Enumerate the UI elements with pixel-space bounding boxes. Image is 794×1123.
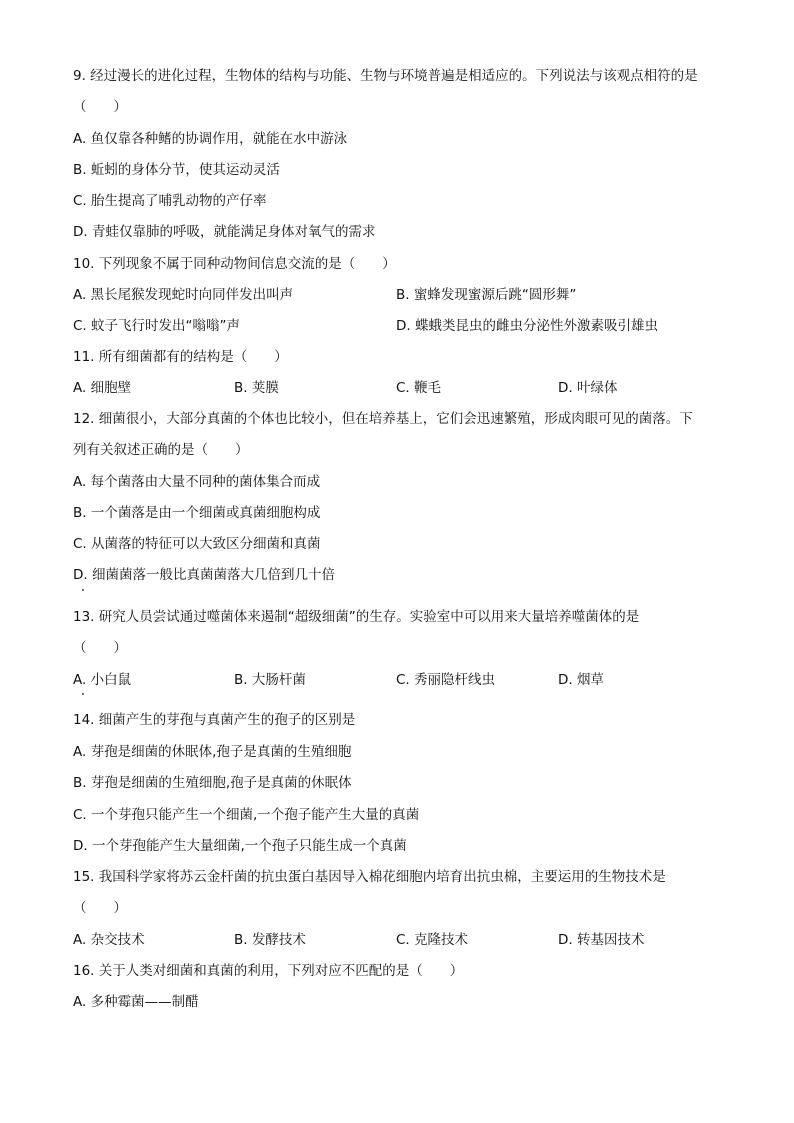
option-a: A. 鱼仅靠各种鳍的协调作用，就能在水中游泳	[73, 131, 348, 147]
question-stem: 15. 我国科学家将苏云金杆菌的抗虫蛋白基因导入棉花细胞内培育出抗虫棉，主要运用的生物技术是	[73, 869, 666, 885]
option-b: B. 芽孢是细菌的生殖细胞,孢子是真菌的休眠体	[73, 775, 352, 791]
option-a: A. 杂交技术	[73, 932, 145, 948]
option-c: C. 一个芽孢只能产生一个细菌,一个孢子能产生大量的真菌	[73, 807, 420, 823]
question-stem: 13. 研究人员尝试通过噬菌体来遏制“超级细菌”的生存。实验室中可以用来大量培养噬菌体的是	[73, 609, 640, 625]
option-a: A. 小白鼠	[73, 672, 132, 688]
answer-blank: （ ）	[73, 640, 127, 656]
scan-speck	[82, 693, 84, 695]
option-b: B. 大肠杆菌	[234, 672, 306, 688]
option-b: B. 一个菌落是由一个细菌或真菌细胞构成	[73, 505, 321, 521]
option-c: C. 鞭毛	[396, 380, 442, 396]
question-stem: 16. 关于人类对细菌和真菌的利用，下列对应不匹配的是（ ）	[73, 963, 464, 979]
option-b: B. 荚膜	[234, 380, 279, 396]
option-d: D. 细菌菌落一般比真菌菌落大几倍到几十倍	[73, 567, 335, 583]
option-b: B. 蚯蚓的身体分节，使其运动灵活	[73, 162, 280, 178]
option-d: D. 叶绿体	[558, 380, 618, 396]
option-d: D. 青蛙仅靠肺的呼吸，就能满足身体对氧气的需求	[73, 224, 376, 240]
question-stem: 10. 下列现象不属于同种动物间信息交流的是（ ）	[73, 256, 396, 272]
option-c: C. 秀丽隐杆线虫	[396, 672, 496, 688]
question-stem: 12. 细菌很小，大部分真菌的个体也比较小，但在培养基上，它们会迅速繁殖，形成肉眼可见的菌落。下	[73, 411, 693, 427]
question-stem: 14. 细菌产生的芽孢与真菌产生的孢子的区别是	[73, 712, 356, 728]
question-stem-continued: 列有关叙述正确的是（ ）	[73, 442, 249, 458]
option-a: A. 芽孢是细菌的休眠体,孢子是真菌的生殖细胞	[73, 744, 352, 760]
question-stem: 9. 经过漫长的进化过程，生物体的结构与功能、生物与环境普遍是相适应的。下列说法与该观点相符的是	[73, 68, 698, 84]
option-c: C. 蚊子飞行时发出“嗡嗡”声	[73, 318, 240, 334]
question-stem: 11. 所有细菌都有的结构是（ ）	[73, 349, 288, 365]
option-d: D. 一个芽孢能产生大量细菌,一个孢子只能生成一个真菌	[73, 838, 407, 854]
option-a: A. 黑长尾猴发现蛇时向同伴发出叫声	[73, 287, 294, 303]
option-a: A. 多种霉菌——制醋	[73, 994, 199, 1010]
option-d: D. 烟草	[558, 672, 604, 688]
option-b: B. 蜜蜂发现蜜源后跳“圆形舞”	[396, 287, 577, 303]
option-c: C. 胎生提高了哺乳动物的产仔率	[73, 193, 267, 209]
answer-blank: （ ）	[73, 99, 127, 115]
option-d: D. 蝶蛾类昆虫的雌虫分泌性外激素吸引雄虫	[396, 318, 658, 334]
option-d: D. 转基因技术	[558, 932, 645, 948]
option-b: B. 发酵技术	[234, 932, 306, 948]
scan-speck	[82, 589, 84, 591]
option-c: C. 从菌落的特征可以大致区分细菌和真菌	[73, 536, 321, 552]
option-a: A. 每个菌落由大量不同种的菌体集合而成	[73, 474, 321, 490]
answer-blank: （ ）	[73, 900, 127, 916]
option-a: A. 细胞壁	[73, 380, 132, 396]
option-c: C. 克隆技术	[396, 932, 469, 948]
